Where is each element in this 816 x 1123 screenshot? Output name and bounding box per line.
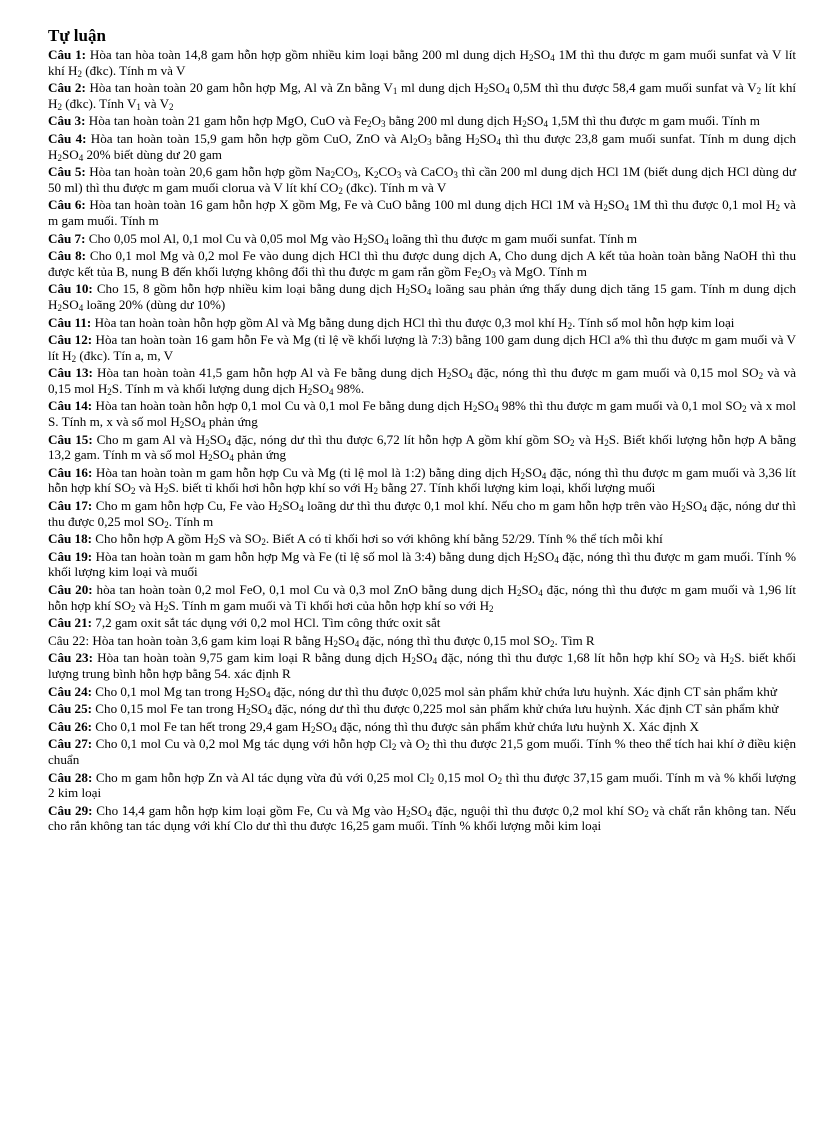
question-item [48,365,796,396]
question-item [48,701,796,717]
question-list [48,47,796,834]
question-item [48,531,796,547]
question-text: Hòa tan hòa toàn 14,8 gam hỗn hợp gồm nhiều kim loại bằng 200 ml dung dịch $H_2SO_4$ 1M thì thu được m gam muối sunfat và V lít khí $H_2$ (đkc). Tính m và V [48,47,797,79]
question-text: Hòa tan hoàn toàn 9,75 gam kim loại R bằng dung dịch $H_2SO_4$ đặc, nóng thì thu được 1,68 lít hỗn hợp khí $SO_2$ và $H_2S$. biết khối lượng trung bình hỗn hợp bằng 54. xác định R [48,650,796,681]
question-label: Câu 4: [48,130,87,146]
question-item [48,465,796,496]
question-text: Hòa tan hoàn toàn 15,9 gam hỗn hợp gồm CuO, ZnO và $Al_2O_3$ bằng $H_2SO_4$ thì thu được 23,8 gam muối sunfat. Tính m dung dịch $H_2SO_4$ 20% biết dùng dư 20 gam [48,130,796,163]
question-text: Cho 0,1 mol Mg tan trong $H_2SO_4$ đặc, nóng dư thì thu được 0,025 mol sản phẩm khử chứa lưu huỳnh. Xác định CT sản phẩm khử [95,683,777,700]
question-text: Hòa tan hoàn toàn m gam hỗn hợp Cu và Mg (tỉ lệ mol là 1:2) bằng ding dịch $H_2SO_4$ đặc, nóng thì thu được m gam muối và 3,36 lít hỗn hợp khí $SO_2$ và $H_2S$. biết tỉ khối hơi hỗn hợp khí so với $H_2$ bằng 27. Tính khối lượng kim loại, khối lượng muối [48,464,796,497]
question-text: Hòa tan hoàn toàn m gam hỗn hợp Mg và Fe (tỉ lệ số mol là 3:4) bằng dung dịch $H_2SO_4$ đặc, nóng thì thu được m gam muối. Tính % khối lượng kim loại và muối [48,548,796,580]
question-text: Hòa tan hoàn toàn 16 gam hỗn hợp X gồm Mg, Fe và CuO bằng 100 ml dung dịch HCl 1M và $H_2SO_4$ 1M thì thu được 0,1 mol $H_2$ và m gam muối. Tính m [48,197,796,228]
question-text: Cho m gam hỗn hợp Cu, Fe vào $H_2SO_4$ loãng dư thì thu được 0,1 mol khí. Nếu cho m gam hỗn hợp trên vào $H_2SO_4$ đặc, nóng dư thì thu được 0,25 mol $SO_2$. Tính m [48,498,796,530]
question-label: Câu 11: [48,314,92,330]
question-item [48,398,796,429]
question-text: Cho 14,4 gam hỗn hợp kim loại gồm Fe, Cu và Mg vào $H_2SO_4$ đặc, nguội thì thu được 0,2 mol khí $SO_2$ và chất rắn không tan. Nếu cho rắn không tan tác dụng với khí Clo dư thì thu được 16,25 gam muối. Tính % khối lượng mỗi kim loại [48,802,797,834]
question-item [48,47,796,78]
question-item [48,633,796,649]
question-label: Câu 18: [48,531,93,547]
question-label: Câu 7: [48,230,86,246]
question-text: Hòa tan hoàn toàn 41,5 gam hỗn hợp Al và Fe bằng dung dịch $H_2SO_4$ đặc, nóng thì thu được m gam muối và 0,15 mol $SO_2$ và và 0,15 mol $H_2S$. Tính m và khối lượng dung dịch $H_2SO_4$ 98%. [48,365,797,397]
question-label: Câu 22: [48,632,90,648]
question-text: hòa tan hoàn toàn 0,2 mol FeO, 0,1 mol Cu và 0,3 mol ZnO bằng dung dịch $H_2SO_4$ đặc, nóng thì thu được m gam muối và 1,96 lít hỗn hợp khí $SO_2$ và $H_2S$. Tính m gam muối và Tỉ khối hơi của hỗn hợp khí so với $H_2$ [48,582,797,614]
question-text: Cho 0,1 mol Mg và 0,2 mol Fe vào dung dịch HCl thì thu được dung dịch A, Cho dung dịch A kết tủa hoàn toàn bằng NaOH thì thu được kết tủa B, nung B đến khối lượng không đổi thì thu được m gam rắn gồm $Fe_2O_3$ và MgO. Tính m [48,248,796,280]
question-text: Hòa tan hoàn toàn 16 gam hỗn Fe và Mg (tỉ lệ về khối lượng là 7:3) bằng 100 gam dung dịch HCl a% thì thu được m gam muối và V lít $H_2$ (đkc). Tín a, m, V [48,332,797,364]
question-label: Câu 5: [48,164,86,180]
question-label: Câu 29: [48,802,93,818]
question-item [48,248,796,279]
question-item [48,281,796,312]
question-label: Câu 19: [48,548,93,564]
question-label: Câu 15: [48,431,93,447]
question-label: Câu 27: [48,736,93,752]
question-text: Cho 0,15 mol Fe tan trong $H_2SO_4$ đặc, nóng dư thì thu được 0,225 mol sản phẩm khử chứa lưu huỳnh. Xác định CT sản phẩm khử [95,701,779,718]
question-text: Cho 0,1 mol Fe tan hết trong 29,4 gam $H_2SO_4$ đặc, nóng thì thu được sản phẩm khử chứa lưu huỳnh X. Xác định X [95,718,699,735]
document-page [48,26,796,836]
question-text: Cho 0,1 mol Cu và 0,2 mol Mg tác dụng với hỗn hợp $Cl_2$ và $O_2$ thì thu được 21,5 gom muối. Tính % theo thể tích hai khí ở điều kiện chuẩn [48,736,796,767]
question-item [48,432,796,463]
question-text: Cho 15, 8 gồm hỗn hợp nhiều kim loại bằng dung dịch $H_2SO_4$ loãng sau phản ứng thấy dung dịch tăng 15 gam. Tính m dung dịch $H_2SO_4$ loãng 20% (dùng dư 10%) [48,281,796,313]
question-label: Câu 2: [48,80,86,96]
question-label: Câu 28: [48,769,93,785]
question-item [48,582,796,613]
question-label: Câu 17: [48,498,93,514]
question-item [48,719,796,735]
question-text: Cho 0,05 mol Al, 0,1 mol Cu và 0,05 mol Mg vào $H_2SO_4$ loãng thì thu được m gam muối sunfat. Tính m [88,230,638,247]
section-title: Tự luận [48,26,106,45]
question-label: Câu 12: [48,332,93,348]
question-item [48,197,796,228]
question-text: Hòa tan hoàn toàn hỗn hợp 0,1 mol Cu và 0,1 mol Fe bằng dung dịch $H_2SO_4$ 98% thì thu được m gam muối và 0,1 mol $SO_2$ và x mol S. Tính m, x và số mol $H_2SO_4$ phản ứng [48,398,797,431]
question-item [48,549,796,580]
question-item [48,650,796,681]
question-text: Cho m gam hỗn hợp Zn và Al tác dụng vừa đủ với 0,25 mol $Cl_2$ 0,15 mol $O_2$ thì thu được 37,15 gam muối. Tính m và % khối lượng 2 kim loại [48,769,797,801]
question-label: Câu 25: [48,701,93,717]
question-label: Câu 20: [48,582,93,597]
question-text: Hòa tan hoàn toàn 21 gam hỗn hợp MgO, CuO và $Fe_2O_3$ bằng 200 ml dung dịch $H_2SO_4$ 1,5M thì thu được m gam muối. Tính m [88,113,760,130]
question-item [48,498,796,529]
question-item [48,332,796,363]
question-label: Câu 16: [48,464,93,480]
question-item [48,684,796,700]
question-label: Câu 6: [48,197,86,213]
question-item [48,113,796,129]
question-text: Hòa tan hoàn toàn hỗn hợp gồm Al và Mg bằng dung dịch HCl thì thu được 0,3 mol khí $H_2$. Tính số mol hỗn hợp kim loại [94,314,735,331]
question-text: Cho hỗn hợp A gồm $H_2S$ và $SO_2$. Biết A có tỉ khối hơi so với không khí bằng 52/29. Tính % thể tích mỗi khí [95,531,663,548]
question-item [48,315,796,331]
question-text: Hòa tan hoàn toàn 20,6 gam hỗn hợp gồm $Na_2CO_3$, $K_2CO_3$ và CaCO$_3$ thì cần 200 ml dung dịch HCl 1M (biết dung dịch HCl dùng dư 50 ml) thì thu được m gam muối clorua và V lít khí $CO_2$ (đkc). Tính m và V [48,164,797,196]
question-label: Câu 14: [48,398,93,414]
question-item [48,231,796,247]
question-item [48,80,796,111]
question-item [48,164,796,195]
question-label: Câu 3: [48,113,86,129]
question-item [48,770,796,801]
question-item [48,736,796,767]
question-label: Câu 13: [48,365,93,381]
question-text: Hòa tan hoàn toàn 3,6 gam kim loại R bằng $H_2SO_4$ đặc, nóng thì thu được 0,15 mol $SO_2$. Tìm R [92,632,595,649]
question-text: 7,2 gam oxit sắt tác dụng với 0,2 mol HCl. Tìm công thức oxit sắt [95,615,441,631]
question-label: Câu 24: [48,683,93,699]
question-item [48,615,796,631]
question-label: Câu 10: [48,281,93,297]
question-label: Câu 1: [48,47,87,62]
question-label: Câu 26: [48,718,93,734]
question-text: Cho m gam Al và $H_2SO_4$ đặc, nóng dư thì thu được 6,72 lít hỗn hợp A gồm khí gồm $SO_2$ và $H_2S$. Biết khối lượng hỗn hợp A bằng 13,2 gam. Tính m và số mol $H_2SO_4$ phản ứng [48,431,796,464]
question-label: Câu 8: [48,248,87,264]
question-item [48,803,796,834]
question-item [48,131,796,162]
question-label: Câu 21: [48,615,93,631]
question-text: Hòa tan hoàn toàn 20 gam hỗn hợp Mg, Al và Zn bằng $V_1$ ml dung dịch $H_2SO_4$ 0,5M thì thu được 58,4 gam muối sunfat và $V_2$ lít khí $H_2$ (đkc). Tính $V_1$ và $V_2$ [48,80,797,112]
question-label: Câu 23: [48,650,93,666]
